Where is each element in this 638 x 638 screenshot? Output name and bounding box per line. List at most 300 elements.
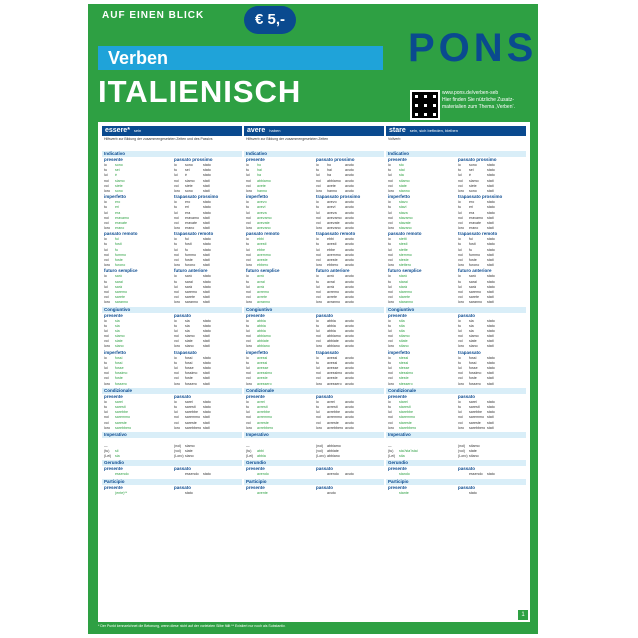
pronoun: loro (174, 381, 180, 386)
verb-header (386, 126, 526, 136)
tense-name: imperfetto (104, 349, 127, 355)
pronoun: loro (104, 300, 110, 305)
pronoun: voi (316, 220, 321, 225)
tense-block (172, 157, 242, 194)
auxiliary: siamo (469, 178, 479, 183)
participle: stato (487, 168, 495, 173)
tense-block (314, 313, 384, 350)
verb-gloss: Hilfsverb zur Bildung der zusammengesetzten Zeiten (246, 137, 329, 141)
auxiliary: eravate (469, 220, 481, 225)
participle: avuto (345, 215, 354, 220)
verb-form: saremmo (115, 415, 130, 420)
auxiliary: hai (327, 168, 332, 173)
pronoun: lui (316, 366, 320, 370)
pronoun: tu (458, 360, 461, 365)
pronoun: voi (458, 420, 463, 425)
pronoun: io (316, 274, 319, 279)
participle: avuto (345, 472, 354, 477)
pronoun: tu (458, 404, 461, 409)
tense-pair (102, 157, 242, 194)
participle: avuto (345, 178, 354, 183)
verb-gloss: Vollverb (388, 137, 401, 141)
verb-form: stia (399, 328, 405, 333)
verb-form: sarà (115, 284, 122, 289)
participle: avuto (345, 318, 354, 323)
auxiliary: eri (469, 205, 473, 210)
pronoun: io (246, 200, 249, 205)
verb-form: aveva (257, 210, 267, 215)
conjugation-row (386, 426, 456, 431)
verb-form: avemmo (257, 252, 271, 257)
auxiliary: saresti (185, 404, 196, 409)
pronoun: noi (174, 371, 179, 376)
tense-name: presente (388, 466, 407, 472)
verb-form: avremo (257, 289, 269, 294)
pronoun: lui (388, 247, 392, 252)
participle: stato (203, 237, 211, 242)
participle: avuto (345, 328, 354, 333)
verb-form: avevo (257, 200, 267, 205)
verb-form: foste (115, 258, 123, 262)
auxiliary: sono (185, 188, 193, 193)
tense-block (102, 438, 172, 460)
pronoun: io (246, 355, 249, 360)
conjugation-row (172, 491, 242, 496)
tense-block (314, 268, 384, 305)
participle: stato (487, 242, 495, 247)
conjugation-row (456, 454, 526, 459)
pronoun: lui (174, 173, 178, 178)
mood-header: Indicativo (386, 151, 526, 157)
page-number: 1 (518, 610, 528, 620)
auxiliary: era (469, 210, 475, 215)
pronoun: voi (316, 258, 321, 262)
tense-block (172, 194, 242, 231)
tense-block (172, 466, 242, 477)
participle: stati (487, 371, 494, 376)
auxiliary: state (469, 449, 477, 454)
verb-form: avendo (257, 472, 269, 477)
tense-name: presente (104, 157, 123, 162)
verb-form: starò (399, 274, 407, 279)
verb-form: abbia (257, 454, 266, 459)
auxiliary: abbia (327, 323, 336, 328)
pronoun: loro (388, 381, 394, 386)
pronoun: io (458, 274, 461, 279)
tense-name: passato remoto (388, 231, 422, 237)
pronoun: lui (246, 366, 250, 370)
pronoun: (noi) (174, 443, 182, 448)
tense-pair (244, 350, 384, 387)
participle: stato (487, 163, 495, 167)
pronoun: tu (104, 279, 107, 284)
auxiliary: erano (185, 226, 195, 231)
auxiliary: sia (469, 328, 474, 333)
pronoun: loro (316, 344, 322, 349)
participle: stati (487, 381, 494, 386)
verb-form: abbiamo (257, 178, 271, 183)
auxiliary: fui (185, 237, 189, 242)
participle: stato (487, 355, 495, 360)
pronoun: lui (104, 173, 108, 178)
pronoun: voi (104, 183, 109, 188)
conjugation-row (386, 382, 456, 387)
tense-block (386, 485, 456, 496)
participle: stati (203, 425, 210, 430)
pronoun: tu (388, 205, 391, 210)
tense-name: futuro semplice (388, 268, 422, 274)
pronoun: voi (458, 220, 463, 225)
pronoun: voi (104, 420, 109, 425)
verb-form: eravate (115, 220, 127, 225)
tense-name: imperfetto (388, 349, 411, 355)
pronoun: noi (458, 334, 463, 339)
participle: stato (203, 404, 211, 409)
pronoun: tu (246, 360, 249, 365)
verb-tables-panel (98, 122, 530, 622)
auxiliary: siate (185, 339, 193, 344)
conjugation-row (172, 300, 242, 305)
participle: avuto (345, 344, 354, 349)
pronoun: io (104, 200, 107, 205)
participle: stati (203, 215, 210, 220)
auxiliary: è (469, 173, 471, 178)
pronoun: tu (458, 279, 461, 284)
pronoun: tu (174, 404, 177, 409)
verb-form: sarò (115, 274, 122, 279)
pronoun: lui (388, 366, 392, 370)
participle: avuto (345, 200, 354, 205)
tense-pair (244, 231, 384, 268)
pronoun: tu (104, 205, 107, 210)
pronoun: io (104, 163, 107, 167)
participle: stati (487, 289, 494, 294)
pronoun: tu (458, 168, 461, 173)
verb-meaning: sein, sich befinden, bleiben (409, 128, 458, 133)
auxiliary: saremo (185, 289, 197, 294)
participle: stati (203, 381, 210, 386)
pronoun: voi (388, 220, 393, 225)
pronoun: tu (316, 360, 319, 365)
language-title: ITALIENISCH (98, 74, 302, 109)
verb-form: ebbi (257, 237, 264, 242)
auxiliary: aveste (327, 376, 338, 381)
auxiliary: sei (469, 168, 474, 173)
pronoun: io (388, 163, 391, 167)
verb-form: eri (115, 205, 119, 210)
pronoun: lui (458, 328, 462, 333)
auxiliary: fu (469, 247, 472, 252)
participle: stati (487, 334, 494, 339)
auxiliary: fossi (469, 355, 477, 360)
pronoun: voi (316, 420, 321, 425)
auxiliary: sarete (469, 295, 479, 300)
participle: avuto (345, 173, 354, 178)
auxiliary: avresti (327, 404, 338, 409)
pronoun: noi (246, 289, 251, 294)
verb-form: fummo (115, 252, 126, 257)
auxiliary: saranno (185, 300, 198, 305)
pronoun: (Loro) (316, 454, 326, 459)
pronoun: io (458, 163, 461, 167)
pronoun: voi (246, 339, 251, 344)
tense-name: imperfetto (246, 349, 269, 355)
pronoun: io (246, 163, 249, 167)
verb-form: stetti (399, 237, 407, 242)
auxiliary: siate (185, 449, 193, 454)
auxiliary: foste (185, 376, 193, 381)
verb-form: avrà (257, 284, 264, 289)
auxiliary: avevano (327, 226, 341, 231)
auxiliary: ho (327, 163, 331, 167)
pronoun: loro (246, 226, 252, 231)
auxiliary: sarebbe (185, 410, 198, 415)
participle: stati (487, 295, 494, 300)
conjugation-row (456, 300, 526, 305)
conjugation-row (172, 454, 242, 459)
tense-block (386, 466, 456, 477)
verb-form: steste (399, 258, 409, 262)
tense-pair (386, 268, 526, 305)
pronoun: voi (388, 376, 393, 381)
verb-form: sia (115, 318, 120, 323)
auxiliary: sia (469, 318, 474, 323)
pronoun: loro (316, 425, 322, 430)
pronoun: lui (316, 410, 320, 415)
auxiliary: sia (185, 328, 190, 333)
auxiliary: è (185, 173, 187, 178)
pronoun: tu (246, 323, 249, 328)
pronoun: noi (316, 334, 321, 339)
participle: avuto (345, 360, 354, 365)
pronoun: tu (388, 279, 391, 284)
verb-form: avremmo (257, 415, 272, 420)
verb-form: state (399, 183, 407, 188)
auxiliary: abbiate (327, 339, 339, 344)
tense-name: passato (316, 393, 334, 399)
participle: avuto (345, 339, 354, 344)
verb-form: siete (115, 183, 123, 188)
verb-form: saranno (115, 300, 128, 305)
tense-block (102, 231, 172, 268)
tense-name: presente (246, 157, 265, 162)
verb-form: fossimo (115, 371, 128, 376)
tense-name: passato prossimo (174, 157, 213, 162)
verb-form: eravamo (115, 215, 129, 220)
participle: stati (487, 376, 494, 381)
participle: stati (203, 263, 210, 268)
participle: stati (487, 415, 494, 420)
pronoun: — (104, 443, 108, 448)
pronoun: loro (174, 344, 180, 349)
tense-block (314, 350, 384, 387)
pronoun: loro (104, 188, 110, 193)
tense-block (456, 394, 526, 431)
auxiliary: eravamo (185, 215, 199, 220)
verb-form: sono (115, 163, 123, 167)
tense-name: passato remoto (246, 231, 280, 237)
verb-form: staranno (399, 300, 413, 305)
cheat-sheet-card (88, 4, 538, 634)
auxiliary: sarete (185, 295, 195, 300)
pronoun: noi (246, 415, 251, 420)
verb-form: siamo (115, 334, 125, 339)
participle: stato (203, 284, 211, 289)
verb-form: abbia (257, 323, 266, 328)
pronoun: tu (388, 168, 391, 173)
verb-form: siano (115, 344, 124, 349)
conjugation-row (172, 382, 242, 387)
pronoun: noi (174, 289, 179, 294)
verb-form: stette (399, 247, 408, 252)
participle: stati (487, 252, 494, 257)
tense-block (386, 194, 456, 231)
conjugation-row (386, 300, 456, 305)
conjugation-row (244, 382, 314, 387)
verb-form: avrebbero (257, 425, 274, 430)
price-badge: € 5,- (244, 6, 296, 34)
pronoun: voi (104, 258, 109, 262)
mood-header: Participio (386, 479, 526, 485)
pronoun: voi (246, 420, 251, 425)
verb-form: essendo (115, 472, 129, 477)
auxiliary: avesti (327, 242, 337, 247)
verb-form: abbiano (257, 344, 270, 349)
pronoun: (Lei) (246, 454, 254, 459)
mood-header: Indicativo (244, 151, 384, 157)
auxiliary: sarei (185, 399, 193, 404)
pronoun: lui (316, 328, 320, 333)
participle: stato (203, 366, 211, 370)
pronoun: tu (174, 242, 177, 247)
tense-block (386, 350, 456, 387)
auxiliary: ha (327, 173, 331, 178)
participle: stato (487, 173, 495, 178)
tense-block (172, 313, 242, 350)
pronoun: lui (104, 247, 108, 252)
verb-form: avete (257, 183, 266, 188)
tense-block (102, 313, 172, 350)
participle: stati (203, 339, 210, 344)
tense-block (172, 438, 242, 460)
conjugation-row (102, 454, 172, 459)
conjugation-row (102, 382, 172, 387)
auxiliary: avrò (327, 274, 334, 279)
tense-block (456, 438, 526, 460)
verb-form: saremo (115, 289, 127, 294)
auxiliary: ebbi (327, 237, 334, 242)
pronoun: noi (174, 215, 179, 220)
verb-form: foste (115, 376, 123, 381)
pronoun: io (174, 200, 177, 205)
auxiliary: fummo (469, 252, 480, 257)
verb-form: ebbero (257, 263, 269, 268)
pronoun: noi (104, 289, 109, 294)
verb-form: stiano (399, 344, 409, 349)
tense-pair (102, 394, 242, 431)
pronoun: noi (458, 252, 463, 257)
pronoun: io (104, 237, 107, 242)
pronoun: loro (458, 381, 464, 386)
pronoun: voi (458, 258, 463, 262)
auxiliary: ebbe (327, 247, 335, 252)
conjugation-row (314, 491, 384, 496)
auxiliary: sarebbe (469, 410, 482, 415)
pronoun: tu (458, 323, 461, 328)
verb-form: stavate (399, 220, 411, 225)
pronoun: lui (388, 210, 392, 215)
auxiliary: abbiamo (327, 178, 341, 183)
pronoun: io (104, 355, 107, 360)
participle: stato (203, 242, 211, 247)
participle: avuto (345, 242, 354, 247)
tense-pair (244, 313, 384, 350)
tense-name: trapassato (458, 349, 481, 355)
pronoun: tu (174, 323, 177, 328)
pronoun: voi (104, 339, 109, 344)
auxiliary: erano (469, 226, 479, 231)
verb-form: fosti (115, 242, 122, 247)
participle: stato (487, 328, 495, 333)
tense-block (244, 194, 314, 231)
participle: avuto (345, 376, 354, 381)
pronoun: voi (174, 295, 179, 300)
auxiliary: avevamo (327, 215, 342, 220)
tense-name: passato prossimo (316, 157, 355, 162)
pronoun: (tu) (104, 449, 110, 454)
participle: stato (203, 200, 211, 205)
pronoun: noi (104, 215, 109, 220)
pronoun: loro (246, 425, 252, 430)
tense-block (244, 268, 314, 305)
auxiliary: avrebbe (327, 410, 340, 415)
verb-form: avessimo (257, 371, 273, 376)
pronoun: voi (104, 220, 109, 225)
auxiliary: siano (185, 344, 194, 349)
auxiliary: avrei (327, 399, 335, 404)
web-url[interactable]: www.pons.de/verben-seb (442, 90, 499, 96)
conjugation-row (244, 426, 314, 431)
participle: avuto (345, 410, 354, 415)
pronoun: io (316, 399, 319, 404)
participle: stato (203, 410, 211, 415)
tense-name: presente (104, 393, 123, 399)
verb-form: sia (115, 328, 120, 333)
participle: stato (203, 247, 211, 252)
pronoun: voi (388, 420, 393, 425)
participle: avuto (345, 399, 354, 404)
participle: avuto (345, 355, 354, 360)
auxiliary: sarebbero (185, 425, 202, 430)
participle: avuto (345, 163, 354, 167)
pronoun: (Loro) (458, 454, 468, 459)
verb-form: starai (399, 279, 408, 284)
tense-block (172, 268, 242, 305)
auxiliary: avessimo (327, 371, 343, 376)
pronoun: lui (174, 328, 178, 333)
pronoun: tu (246, 168, 249, 173)
auxiliary: siamo (185, 334, 195, 339)
verb-form: stiamo (399, 178, 410, 183)
participle: avuto (345, 279, 354, 284)
pronoun: io (458, 399, 461, 404)
tense-block (102, 268, 172, 305)
participle: stati (203, 220, 210, 225)
participle: avuto (345, 415, 354, 420)
participle: stato (203, 328, 211, 333)
pronoun: lui (104, 210, 108, 215)
pronoun: tu (104, 360, 107, 365)
